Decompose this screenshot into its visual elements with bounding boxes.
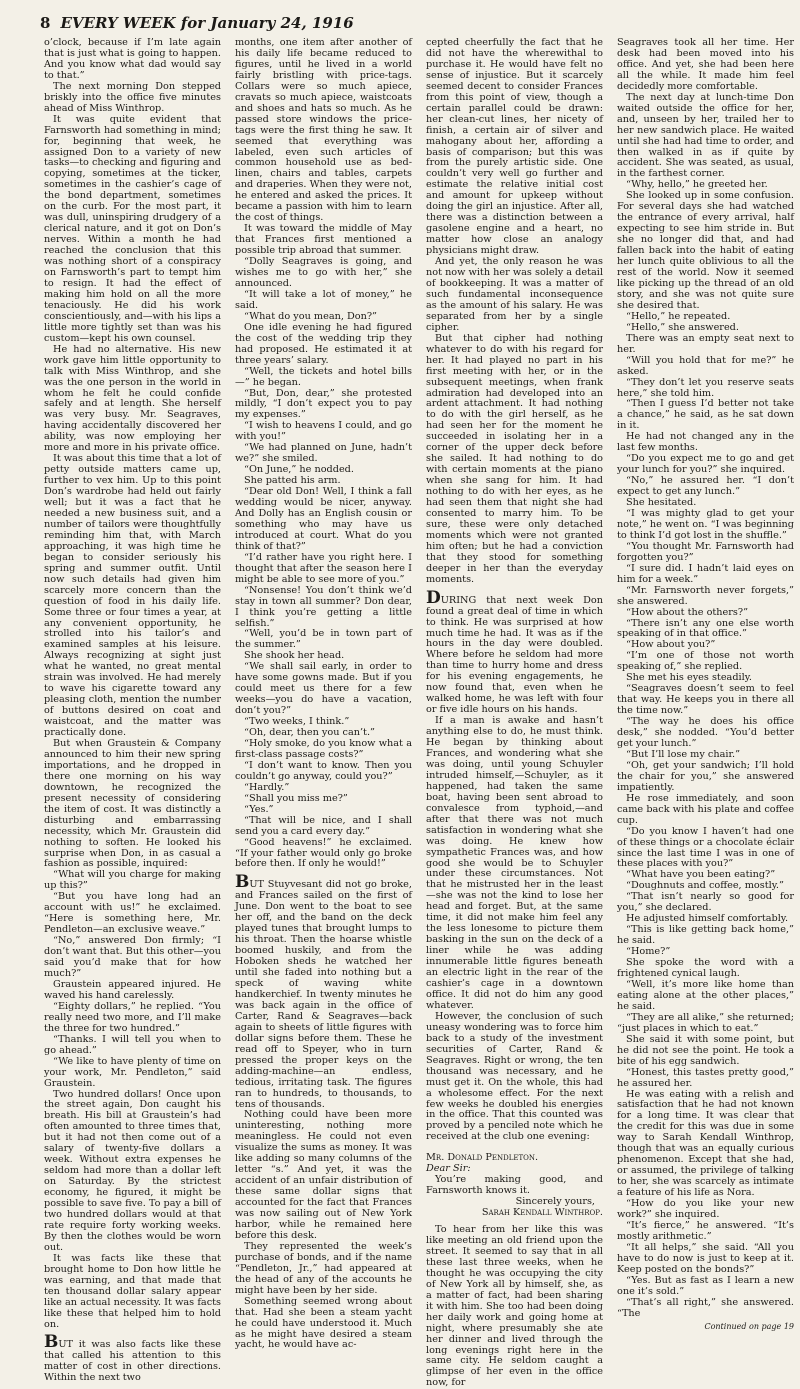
paragraph-text: “I wish to heavens I could, and go with you!” (235, 420, 412, 443)
paragraph-text: “Doughnuts and coffee, mostly.” (626, 880, 784, 892)
paragraph-text: But when Graustein & Company announced to him their new spring importations, and he dropped in there one morning on his way downtown, he recognized the present necessity of considering the item of cost. It was distinctly a disturbing and embarrassing necessity, which Mr. Graustein did nothing to soften. He looked his surprise when Don, in as casual a fashion as possible, inquired: (44, 738, 221, 870)
paragraph (426, 38, 603, 257)
paragraph-text: Seagraves took all her time. Her desk had been moved into his office. And yet, she had been here all the while. It made him feel decidedly more comfortable. (617, 37, 794, 92)
paragraph (617, 1243, 794, 1276)
paragraph (235, 739, 412, 761)
paragraph-text: He had no alternative. His new work gave him little opportunity to talk with Miss Winthrop, and she was the one person in the world in whom he felt he could confide safely and at length. She herself was very busy. Mr. Seagraves, having accidentally discovered her ability, was now employing her more and more in his private office. (44, 343, 221, 454)
paragraph (617, 892, 794, 914)
paragraph (235, 553, 412, 586)
paragraph-text: “I was mighty glad to get your note,” he went on. “I was beginning to think I’d got lost in the shuffle.” (617, 507, 794, 541)
paragraph-text: “I’d rather have you right here. I thought that after the season here I might be able to see more of you.” (235, 551, 412, 585)
paragraph-text: She met his eyes steadily. (626, 672, 752, 684)
paragraph (617, 378, 794, 400)
paragraph-text: To hear from her like this was like meeting an old friend upon the street. It seemed to say that in all these last three weeks, when he thought he was occupying the city of New York all by himself, she, as a matter of fact, had been sharing it with him. She too had been doing her daily work and going home at night, where presumably she ate her dinner and lived through the long evenings right here in the same city. He seldom caught a glimpse of her even in the office now, for (426, 1224, 603, 1389)
paragraph (617, 1068, 794, 1090)
paragraph (617, 93, 794, 181)
paragraph (617, 38, 794, 93)
paragraph-text: “What have you been eating?” (626, 869, 776, 881)
paragraph (235, 1110, 412, 1241)
paragraph-text: Two hundred dollars! Once upon the street again, Don caught his breath. His bill at Graustein’s had often amounted to three times that, but it had not then come out of a salary of twenty-five dollars a week. Without extra expenses he seldom had more than a dollar left on Saturday. By the strictest economy, he figured, it might be possible to save five. To pay a bill of two hundred dollars would at that rate require forty working weeks. By then the clothes would be worn out. (44, 1088, 221, 1253)
paragraph-text: “Oh, get your sandwich; I’ll hold the chair for you,” she answered impatiently. (617, 759, 794, 793)
paragraph (44, 115, 221, 345)
column-1 (44, 37, 221, 1384)
paragraph-text: cepted cheerfully the fact that he did not have the wherewithal to purchase it. He would have felt no sense of injustice. But it scarcely seemed decent to consider Frances from this point of view, though a certain parallel could be drawn: her clean-cut lines, her nicety of finish, a certain air of silver and mahogany about her, affording a basis of comparison; but this was from the purely artistic side. One couldn’t very well go further and estimate the relative initial cost and amount for upkeep without doing the girl an injustice. After all, there was a distinction between a gasolene engine and a heart, no matter how close an analogy physicians might draw. (426, 37, 603, 257)
column-3 (426, 37, 603, 1389)
paragraph-text: months, one item after another of his daily life became reduced to figures, until he lived in a world fairly bristling with price-tags. Collars were so much apiece, cravats so much apiece, waistcoats and shoes and hats so much. As he passed store windows the price-tags were the first thing he saw. It seemed that everything was labeled, even such articles of common household use as bed-linen, chairs and tables, carpets and draperies. When they were not, he entered and asked the prices. It became a passion with him to learn the cost of things. (235, 37, 412, 224)
paragraph-text: “What will you charge for making up this?” (44, 869, 221, 892)
paragraph (617, 191, 794, 311)
page-header (40, 14, 780, 34)
paragraph (235, 1242, 412, 1297)
paragraph-text: “How do you like your new work?” she inquired. (617, 1198, 794, 1220)
paragraph-text: UT it was also facts like these that called his attention to this matter of cost in other directions. Within the next two (44, 1339, 221, 1384)
paragraph-text: However, the conclusion of such uneasy wondering was to force him back to a study of the investment securities of Carter, Rand & Seagraves. Right or wrong, the ten thousand was necessary, and he must get it. On the whole, this had a wholesome effect. For the next few weeks he doubled his energies in the office. That this counted was proved by a penciled note which he received at the club one evening: (426, 1010, 603, 1143)
paragraph (426, 334, 603, 586)
paragraph (235, 586, 412, 630)
paragraph-text: It was quite evident that Farnsworth had something in mind; for, beginning that week, he assigned Don to a variety of new tasks—to checking and figuring and copying, sometimes at the ticker, sometimes in the cashier’s cage of the bond department, sometimes on the curb. For the most part, it was dull, uninspiring drudgery of a clerical nature, and it got on Don’s nerves. Within a month he had reached the conclusion that this was nothing short of a conspiracy on Farnsworth’s part to tempt him to resign. It had the effect of making him hold on all the more tenaciously. He did his work conscientiously, and—with his lips a little more tightly set than was his custom—kept his own counsel. (44, 113, 221, 344)
paragraph (617, 925, 794, 947)
paragraph (235, 421, 412, 443)
paragraph-text: “On June,” he nodded. (244, 464, 354, 476)
paragraph-text: It was facts like these that brought home to Don how little he was earning, and that made that ten thousand dollar salary appear like an actual necessity. It was facts like these that helped him to hold on. (44, 1252, 221, 1330)
paragraph (235, 224, 412, 257)
paragraph-text: “It will take a lot of money,” he said. (235, 288, 412, 311)
paragraph-text: He rose immediately, and soon came back with his plate and coffee cup. (617, 792, 794, 826)
paragraph-text: “Do you expect me to go and get your lunch for you?” she inquired. (617, 453, 794, 476)
paragraph-text: “We had planned on June, hadn’t we?” she smiled. (235, 442, 412, 465)
paragraph (235, 367, 412, 389)
paragraph (44, 980, 221, 1002)
paragraph-text: “Good heavens!” he exclaimed. “If your father would only go broke before then. If only he would!” (235, 836, 412, 870)
paragraph-text: She patted his arm. (244, 475, 341, 487)
paragraph-text: “How about the others?” (626, 606, 749, 618)
paragraph-text: She shook her head. (244, 650, 345, 662)
paragraph-text: Something seemed wrong about that. Had she been a steam yacht he could have understood it. Much as he might have desired a steam yacht, he would have ac- (235, 1295, 412, 1351)
paragraph-text: “Eighty dollars,” he replied. “You really need two more, and I’ll make the three for two hundred.” (44, 1000, 221, 1034)
paragraph (617, 1322, 794, 1333)
paragraph-text: “I don’t want to know. Then you couldn’t go anyway, could you?” (235, 759, 412, 782)
paragraph-text: o’clock, because if I’m late again that is just what is going to happen. And you know what dad would say to that.” (44, 37, 221, 81)
paragraph (617, 717, 794, 750)
paragraph-text: The next morning Don stepped briskly into the office five minutes ahead of Miss Winthrop. (44, 80, 221, 114)
paragraph (617, 334, 794, 356)
paragraph (617, 1013, 794, 1035)
paragraph-text: “Seagraves doesn’t seem to feel that way. He keeps you in there all the time now.” (617, 683, 794, 717)
paragraph-text: The next day at lunch-time Don waited outside the office for her, and, unseen by her, trailed her to her new sandwich place. He waited until she had had time to order, and then walked in as if quite by accident. She was seated, as usual, in the farthest corner. (617, 91, 794, 180)
paragraph-text: One idle evening he had figured the cost of the wedding trip they had proposed. He estimated it at three years’ salary. (235, 321, 412, 366)
paragraph (235, 389, 412, 422)
paragraph-text: “Yes.” (244, 803, 274, 815)
paragraph (235, 761, 412, 783)
paragraph (617, 619, 794, 641)
paragraph-text: “No,” answered Don firmly; “I don’t want that. But this other—you said you’d make that for how much?” (44, 935, 221, 980)
paragraph (617, 1276, 794, 1298)
paragraph-text: She hesitated. (626, 497, 697, 509)
paragraph (426, 587, 603, 716)
drop-cap: D (426, 587, 441, 608)
paragraph-text: “They don’t let you reserve seats here,” she told him. (617, 376, 794, 399)
paragraph-text: “Thanks. I will tell you when to go ahead.” (44, 1033, 221, 1056)
paragraph (235, 443, 412, 465)
paragraph (426, 1225, 603, 1389)
paragraph (44, 82, 221, 115)
paragraph (44, 345, 221, 455)
paragraph-text: “Two weeks, I think.” (244, 716, 350, 728)
paragraph (44, 892, 221, 936)
paragraph (44, 38, 221, 82)
paragraph-text: “That isn’t nearly so good for you,” she declared. (617, 891, 794, 914)
paragraph (44, 1090, 221, 1254)
paragraph-text: “There isn’t any one else worth speaking of in that office.” (617, 617, 794, 640)
paragraph (617, 542, 794, 564)
paragraph-text: “But, Don, dear,” she protested mildly, “I don’t expect you to pay my expenses.” (235, 387, 412, 421)
paragraph-text: You’re making good, and Farnsworth knows it. (426, 1174, 603, 1197)
paragraph (617, 1035, 794, 1068)
paragraph (617, 399, 794, 432)
paragraph-text: “I sure did. I hadn’t laid eyes on him for a week.” (617, 562, 794, 585)
paragraph (235, 872, 412, 1110)
paragraph-text: Sarah Kendall Winthrop. (481, 1207, 603, 1219)
paragraph-text: And yet, the only reason he was not now with her was solely a detail of bookkeeping. It was a matter of such fundamental inconsequence as the amount of his salary. He was separated from her by a single cipher. (426, 256, 603, 333)
paragraph (44, 1002, 221, 1035)
paragraph (426, 1208, 603, 1219)
paragraph-text: She said it with some point, but he did not see the point. He took a bite of his egg sandwich. (617, 1033, 794, 1067)
paragraph (617, 651, 794, 673)
paragraph (44, 1254, 221, 1331)
paragraph (235, 290, 412, 312)
paragraph (617, 794, 794, 827)
drop-cap: B (235, 872, 250, 893)
paragraph-text: They represented the week’s purchase of bonds, and if the name “Pendleton, Jr.,” had appeared at the head of any of the accounts he might have been by her side. (235, 1240, 412, 1296)
paragraph-text: “Mr. Farnsworth never forgets,” she answered. (617, 584, 794, 607)
paragraph-text: “Shall you miss me?” (244, 792, 348, 804)
paragraph-text: She spoke the word with a frightened cynical laugh. (617, 957, 794, 980)
paragraph-text: “Dolly Seagraves is going, and wishes me to go with her,” she announced. (235, 256, 412, 289)
paragraph (235, 816, 412, 838)
paragraph-text: “Holy smoke, do you know what a first-class passage costs?” (235, 738, 412, 760)
paragraph-text: It was toward the middle of May that Frances first mentioned a possible trip abroad that summer. (235, 223, 412, 257)
paragraph-text: Dear Sir: (426, 1163, 471, 1175)
paragraph-text: UT Stuyvesant did not go broke, and Frances sailed on the first of June. Don went to the boat to see her off, and the band on the deck played tunes that brought lumps to his throat. Then the hoarse whistle boomed huskily, and from the Hoboken sheds he watched her until she faded into nothing but a speck of waving white handkerchief. In twenty minutes he was back again in the office of Carter, Rand & Seagraves—back again to sheets of little figures with dollar signs before them. These he read off to Speyer, who in turn pressed the proper keys on the adding-machine—an endless, tedious, irritating task. The figures ran to hundreds, to thousands, to tens of thousands. (235, 879, 412, 1110)
paragraph-text: “The way he does his office desk,” she nodded. “You’d better get your lunch.” (617, 716, 794, 749)
paragraph (617, 1298, 794, 1320)
paragraph (617, 1221, 794, 1243)
paragraph-text: “It all helps,” she said. “All you have to do now is just to keep at it. Keep posted on the bonds?” (617, 1241, 794, 1275)
paragraph (235, 257, 412, 290)
paragraph-text: “Dear old Don! Well, I think a fall wedding would be nicer, anyway. And Dolly has an English cousin or something who may have us introduced at court. What do you think of that?” (235, 486, 412, 552)
paragraph (617, 827, 794, 871)
paragraph-text: He had not changed any in the last few months. (617, 431, 794, 454)
paragraph-text: There was an empty seat next to her. (617, 332, 794, 355)
magazine-title: EVERY WEEK for January 24, 1916 (60, 14, 354, 32)
paragraph-text: “Home?” (626, 946, 671, 958)
paragraph (426, 716, 603, 1012)
paragraph (617, 509, 794, 542)
paragraph (617, 476, 794, 498)
paragraph (617, 586, 794, 608)
paragraph-text: Mr. Donald Pendleton. (426, 1152, 539, 1164)
paragraph (617, 761, 794, 794)
paragraph-text: “Hardly.” (244, 781, 290, 793)
paragraph (235, 1297, 412, 1352)
paragraph-text: “That’s all right,” she answered. “The (617, 1296, 794, 1319)
paragraph (617, 684, 794, 717)
paragraph (235, 662, 412, 717)
paragraph-text: He was eating with a relish and satisfaction that he had not known for a long time. It was clear that the credit for this was due in some way to Sarah Kendall Winthrop, though that was an equally curious phenomenon. Except that she had, or assumed, the privilege of talking to her, she was scarcely as intimate a feature of his life as Nora. (617, 1088, 794, 1199)
paragraph-text: “What do you mean, Don?” (244, 310, 377, 322)
paragraph (617, 958, 794, 980)
paragraph (235, 323, 412, 367)
paragraph (617, 1199, 794, 1221)
paragraph (426, 257, 603, 334)
drop-cap: B (44, 1332, 59, 1353)
paragraph-text: URING that next week Don found a great deal of time in which to think. He was surprised at how much time he had. It was as if the hours in the day were doubled. Where before he seldom had more than time to hurry home and dress for his evening engagements, he now found that, even when he walked home, he was left with four or five idle hours on his hands. (426, 594, 603, 716)
paragraph (617, 980, 794, 1013)
paragraph (44, 1035, 221, 1057)
paragraph-text: “Do you know I haven’t had one of these things or a chocolate éclair since the last time I was in one of these places with you?” (617, 825, 794, 870)
page-number: 8 (40, 14, 51, 32)
paragraph (44, 936, 221, 980)
paragraph-text: “Well, the tickets and hotel bills—” he began. (235, 365, 412, 388)
paragraph-text: “Will you hold that for me?” he asked. (617, 354, 794, 377)
paragraph-text: “Honest, this tastes pretty good,” he assured her. (617, 1066, 794, 1089)
paragraph-text: “But I’ll lose my chair.” (626, 748, 741, 760)
paragraph-text: “They are all alike,” she returned; “just places in which to eat.” (617, 1011, 794, 1034)
paragraph-text: “It’s fierce,” he answered. “It’s mostly arithmetic.” (617, 1219, 794, 1242)
paragraph-text: “We shall sail early, in order to have some gowns made. But if you could meet us there for a few weeks—you do have a vacation, don’t you?” (235, 661, 412, 717)
paragraph (44, 739, 221, 870)
paragraph-text: “How about you?” (626, 639, 716, 651)
paragraph (617, 1090, 794, 1200)
column-2 (235, 37, 412, 1351)
paragraph-text: Sincerely yours, (515, 1196, 595, 1208)
paragraph-text: “I’m one of those not worth speaking of,” she replied. (617, 650, 794, 673)
paragraph-text: “Yes. But as fast as I learn a new one it’s sold.” (617, 1274, 794, 1297)
paragraph-text: “Well, it’s more like home than eating alone at the other places,” he said. (617, 978, 794, 1012)
paragraph-text: He adjusted himself comfortably. (626, 913, 789, 925)
column-4 (617, 37, 794, 1331)
paragraph-text: “Nonsense! You don’t think we’d stay in town all summer? Don dear, I think you’re getting a little selfish.” (235, 584, 412, 629)
paragraph-text: But that cipher had nothing whatever to do with his regard for her. It had played no part in his first meeting with her, or in the subsequent meetings, when frank admiration had developed into an ardent attachment. It had nothing to do with the girl herself, as he had seen her for the moment he succeeded in isolating her in a corner of the upper deck before she sailed. It had nothing to do with certain moments at the piano when she sang for him. It had nothing to do with her eyes, as he had seen them that night she had consented to marry him. To be sure, these were only detached moments which were not granted him often; but he had a conviction that they stood for something deeper in her than the everyday moments. (426, 332, 603, 585)
paragraph (426, 1175, 603, 1197)
paragraph-text: “But you have long had an account with us!” he exclaimed. “Here is something here, Mr. Pendleton—an exclusive weave.” (44, 891, 221, 936)
paragraph (617, 564, 794, 586)
paragraph (235, 838, 412, 871)
paragraph (44, 1057, 221, 1090)
paragraph-text: Continued on page 19 (704, 1321, 794, 1331)
paragraph-text: “Well, you’d be in town part of the summer.” (235, 628, 412, 651)
paragraph (426, 1012, 603, 1143)
paragraph-text: “Hello,” he repeated. (626, 310, 731, 322)
paragraph (44, 454, 221, 739)
paragraph-text: “Why, hello,” he greeted her. (626, 179, 768, 191)
paragraph-text: “Hello,” she answered. (626, 321, 739, 333)
paragraph-text: “That will be nice, and I shall send you a card every day.” (235, 814, 412, 837)
paragraph-text: “Then I guess I’d better not take a chance,” he said, as he sat down in it. (617, 398, 794, 432)
article-columns (44, 37, 796, 1389)
paragraph-text: “Oh, dear, then you can’t.” (244, 727, 375, 739)
paragraph-text: Graustein appeared injured. He waved his hand carelessly. (44, 978, 221, 1001)
paragraph-text: “You thought Mr. Farnsworth had forgotten you?” (617, 540, 794, 563)
paragraph (44, 1332, 221, 1384)
paragraph-text: “We like to have plenty of time on your work, Mr. Pendleton,” said Graustein. (44, 1055, 221, 1089)
paragraph (617, 454, 794, 476)
paragraph-text: It was about this time that a lot of petty outside matters came up, further to vex him. Up to this point Don’s wardrobe had held out fairly well; but it was a fact that he needed a new business suit, and a number of tailors were thoughtfully reminding him that, with March approaching, it was high time he began to consider seriously his spring and summer outfit. Until now such details had given him scarcely more concern than the question of food in his daily life. Some three or four times a year, at any convenient opportunity, he strolled into his tailor’s and examined samples at his leisure. Always recognizing at sight just what he wanted, no great mental strain was involved. He had merely to wave his cigarette toward any pleasing cloth, mention the number of buttons desired on coat and waistcoat, and the matter was practically done. (44, 453, 221, 739)
paragraph (235, 487, 412, 553)
paragraph (617, 432, 794, 454)
paragraph-text: “No,” he assured her. “I don’t expect to get any lunch.” (617, 475, 794, 498)
paragraph (235, 38, 412, 224)
paragraph-text: She looked up in some confusion. For several days she had watched the entrance of every arrival, half expecting to see him stride in. But she no longer did that, and had fallen back into the habit of eating her lunch quite oblivious to all the rest of the world. Now it seemed like picking up the thread of an old story, and she was not quite sure she desired that. (617, 190, 794, 311)
paragraph-text: “This is like getting back home,” he said. (617, 924, 794, 947)
paragraph-text: Nothing could have been more uninteresting, nothing more meaningless. He could not even visualize the sums as money. It was like adding so many columns of the letter “s.” And yet, it was the accident of an unfair distribution of these same dollar signs that accounted for the fact that Frances was now sailing out of New York harbor, while he remained here before this desk. (235, 1109, 412, 1241)
paragraph (44, 870, 221, 892)
paragraph (235, 629, 412, 651)
paragraph (617, 356, 794, 378)
paragraph-text: If a man is awake and hasn’t anything else to do, he must think. He began by thinking about Frances, and wondering what she was doing, until young Schuyler intruded himself,—Schuyler, as it happened, had taken the same boat, having been sent abroad to convalesce from typhoid,—and after that there was not much satisfaction in wondering what she was doing. He knew how sympathetic Frances was, and how good she would be to Schuyler under these circumstances. Not that he mistrusted her in the least—she was not the kind to lose her head and forget. But, at the same time, it did not make him feel any the less lonesome to picture them basking in the sun on the deck of a liner while he was adding innumerable little figures beneath an electric light in the rear of the cashier’s cage in a downtown office. It did not do him any good whatever. (426, 715, 603, 1011)
